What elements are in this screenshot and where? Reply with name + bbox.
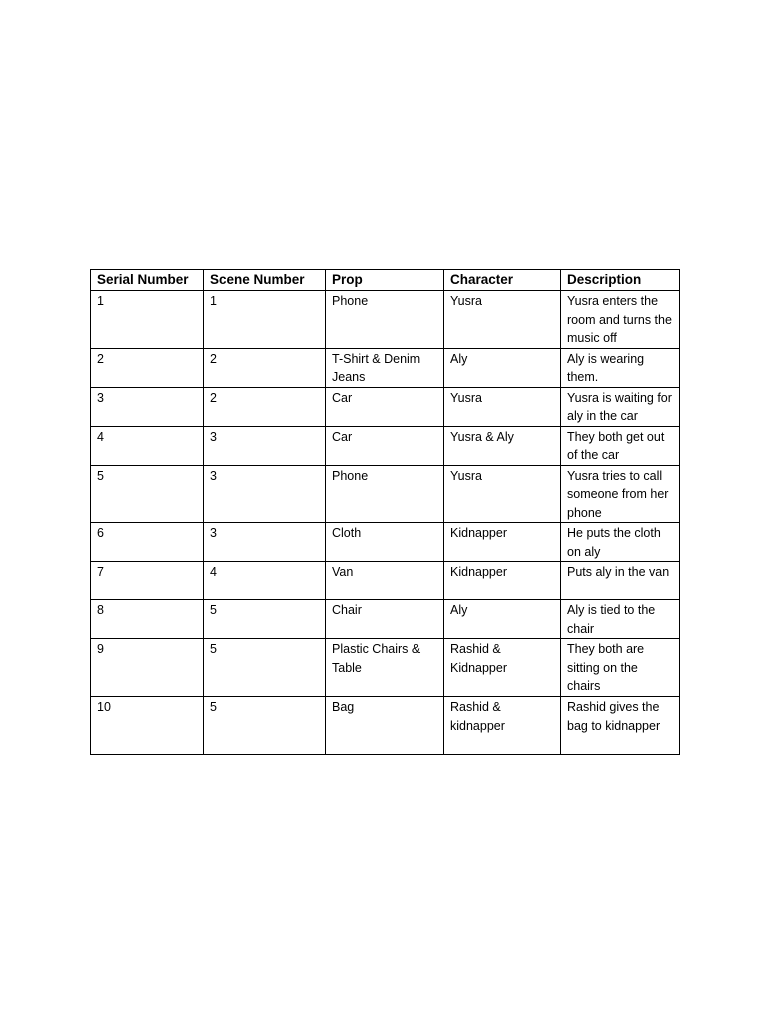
table-row <box>91 426 680 465</box>
cell-description: They both are sitting on the chairs <box>561 639 680 697</box>
cell-character: Rashid & Kidnapper <box>444 639 561 697</box>
table-header-row <box>91 270 680 291</box>
cell-scene: 5 <box>204 639 326 697</box>
cell-character: Aly <box>444 600 561 639</box>
cell-serial: 2 <box>91 348 204 387</box>
cell-prop: T-Shirt & Denim Jeans <box>326 348 444 387</box>
cell-scene: 5 <box>204 600 326 639</box>
cell-description: Yusra tries to call someone from her phone <box>561 465 680 523</box>
header-scene-number: Scene Number <box>204 270 326 291</box>
table-row <box>91 387 680 426</box>
cell-serial: 10 <box>91 697 204 755</box>
table-row <box>91 465 680 523</box>
cell-description: Rashid gives the bag to kidnapper <box>561 697 680 755</box>
cell-scene: 3 <box>204 523 326 562</box>
cell-serial: 6 <box>91 523 204 562</box>
cell-serial: 9 <box>91 639 204 697</box>
cell-scene: 5 <box>204 697 326 755</box>
cell-description: Yusra is waiting for aly in the car <box>561 387 680 426</box>
table-row <box>91 562 680 600</box>
table-row <box>91 639 680 697</box>
cell-serial: 7 <box>91 562 204 600</box>
header-description: Description <box>561 270 680 291</box>
cell-description: They both get out of the car <box>561 426 680 465</box>
cell-scene: 2 <box>204 387 326 426</box>
header-serial-number: Serial Number <box>91 270 204 291</box>
header-prop: Prop <box>326 270 444 291</box>
table-row <box>91 291 680 349</box>
cell-prop: Van <box>326 562 444 600</box>
cell-character: Yusra <box>444 387 561 426</box>
cell-character: Rashid & kidnapper <box>444 697 561 755</box>
cell-serial: 4 <box>91 426 204 465</box>
cell-prop: Phone <box>326 291 444 349</box>
cell-character: Kidnapper <box>444 562 561 600</box>
cell-description: Aly is tied to the chair <box>561 600 680 639</box>
cell-description: Yusra enters the room and turns the music off <box>561 291 680 349</box>
cell-prop: Car <box>326 387 444 426</box>
cell-prop: Plastic Chairs & Table <box>326 639 444 697</box>
cell-character: Yusra <box>444 465 561 523</box>
cell-serial: 8 <box>91 600 204 639</box>
cell-scene: 3 <box>204 426 326 465</box>
cell-serial: 1 <box>91 291 204 349</box>
cell-prop: Chair <box>326 600 444 639</box>
cell-character: Aly <box>444 348 561 387</box>
props-table <box>90 269 680 755</box>
cell-serial: 3 <box>91 387 204 426</box>
table-row <box>91 348 680 387</box>
cell-character: Yusra <box>444 291 561 349</box>
cell-serial: 5 <box>91 465 204 523</box>
cell-description: Puts aly in the van <box>561 562 680 600</box>
cell-scene: 4 <box>204 562 326 600</box>
cell-description: He puts the cloth on aly <box>561 523 680 562</box>
cell-scene: 1 <box>204 291 326 349</box>
cell-description: Aly is wearing them. <box>561 348 680 387</box>
header-character: Character <box>444 270 561 291</box>
cell-character: Yusra & Aly <box>444 426 561 465</box>
cell-prop: Bag <box>326 697 444 755</box>
cell-prop: Car <box>326 426 444 465</box>
cell-prop: Phone <box>326 465 444 523</box>
table-row <box>91 600 680 639</box>
cell-scene: 3 <box>204 465 326 523</box>
cell-scene: 2 <box>204 348 326 387</box>
cell-prop: Cloth <box>326 523 444 562</box>
cell-character: Kidnapper <box>444 523 561 562</box>
table-row <box>91 523 680 562</box>
table-row <box>91 697 680 755</box>
